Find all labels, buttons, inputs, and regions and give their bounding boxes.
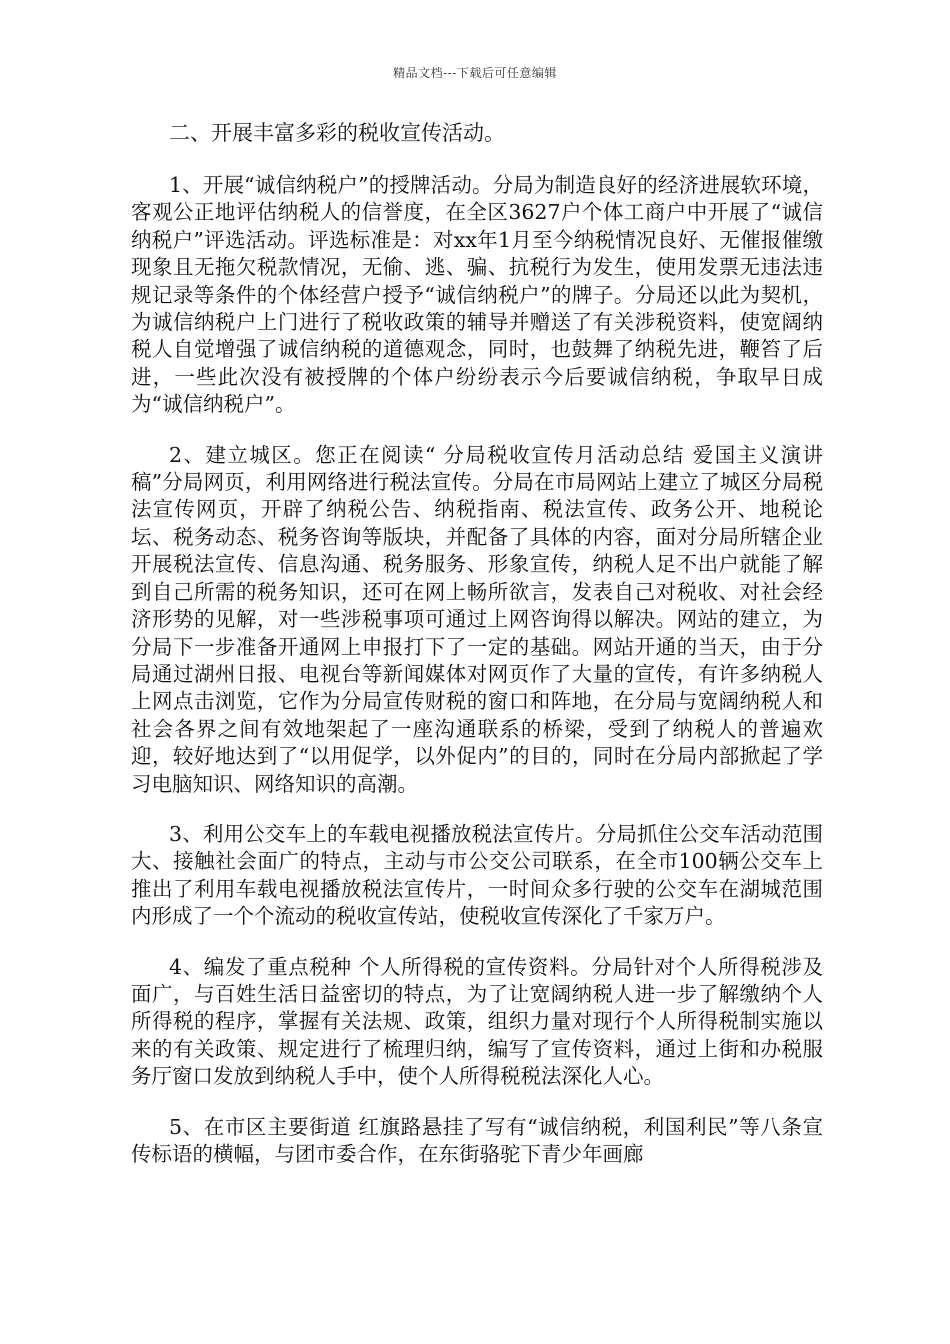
section-heading: 二、开展丰富多彩的税收宣传活动。 <box>169 121 505 145</box>
paragraph-5: 5、在市区主要街道 红旗路悬挂了写有“诚信纳税，利国利民”等八条宣传标语的横幅，与团市委合作，在东街骆驼下青少年画廊 <box>131 1114 823 1166</box>
document-body <box>131 120 823 1191</box>
paragraph-4: 4、编发了重点税种 个人所得税的宣传资料。分局针对个人所得税涉及面广，与百姓生活日益密切的特点，为了让宽阔纳税人进一步了解缴纳个人所得税的程序，掌握有关法规、政策，组织力量对现行个人所得税制实施以来的有关政策、规定进行了梳理归纳，编写了宣传资料，通过上街和办税服务厅窗口发放到纳税人手中，使个人所得税税法深化人心。 <box>131 954 823 1089</box>
page-header: 精品文档---下载后可任意编辑 <box>393 66 557 80</box>
paragraph-2: 2、建立城区。您正在阅读“ 分局税收宣传月活动总结 爱国主义演讲稿”分局网页，利用网络进行税法宣传。分局在市局网站上建立了城区分局税法宣传网页，开辟了纳税公告、纳税指南、税法宣传、政务公开、地税论坛、税务动态、税务咨询等版块，并配备了具体的内容，面对分局所辖企业开展税法宣传、信息沟通、税务服务、形象宣传，纳税人足不出户就能了解到自己所需的税务知识，还可在网上畅所欲言，发表自己对税收、对社会经济形势的见解，对一些涉税事项可通过上网咨询得以解决。网站的建立，为分局下一步准备开通网上申报打下了一定的基础。网站开通的当天，由于分局通过湖州日报、电视台等新闻媒体对网页作了大量的宣传，有许多纳税人上网点击浏览，它作为分局宣传财税的窗口和阵地，在分局与宽阔纳税人和社会各界之间有效地架起了一座沟通联系的桥梁，受到了纳税人的普遍欢迎，较好地达到了“以用促学，以外促内”的目的，同时在分局内部掀起了学习电脑知识、网络知识的高潮。 <box>131 442 823 796</box>
paragraph-3: 3、利用公交车上的车载电视播放税法宣传片。分局抓住公交车活动范围大、接触社会面广的特点，主动与市公交公司联系，在全市100辆公交车上推出了利用车载电视播放税法宣传片，一时间众多行驶的公交车在湖城范围内形成了一个个流动的税收宣传站，使税收宣传深化了千家万户。 <box>131 821 823 929</box>
paragraph-1: 1、开展“诚信纳税户”的授牌活动。分局为制造良好的经济进展软环境，客观公正地评估纳税人的信誉度，在全区3627户个体工商户中开展了“诚信纳税户”评选活动。评选标准是：对xx年1月至今纳税情况良好、无催报催缴现象且无拖欠税款情况，无偷、逃、骗、抗税行为发生，使用发票无违法违规记录等条件的个体经营户授予“诚信纳税户”的牌子。分局还以此为契机，为诚信纳税户上门进行了税收政策的辅导并赠送了有关涉税资料，使宽阔纳税人自觉增强了诚信纳税的道德观念，同时，也鼓舞了纳税先进，鞭笞了后进，一些此次没有被授牌的个体户纷纷表示今后要诚信纳税，争取早日成为“诚信纳税户”。 <box>131 173 823 417</box>
